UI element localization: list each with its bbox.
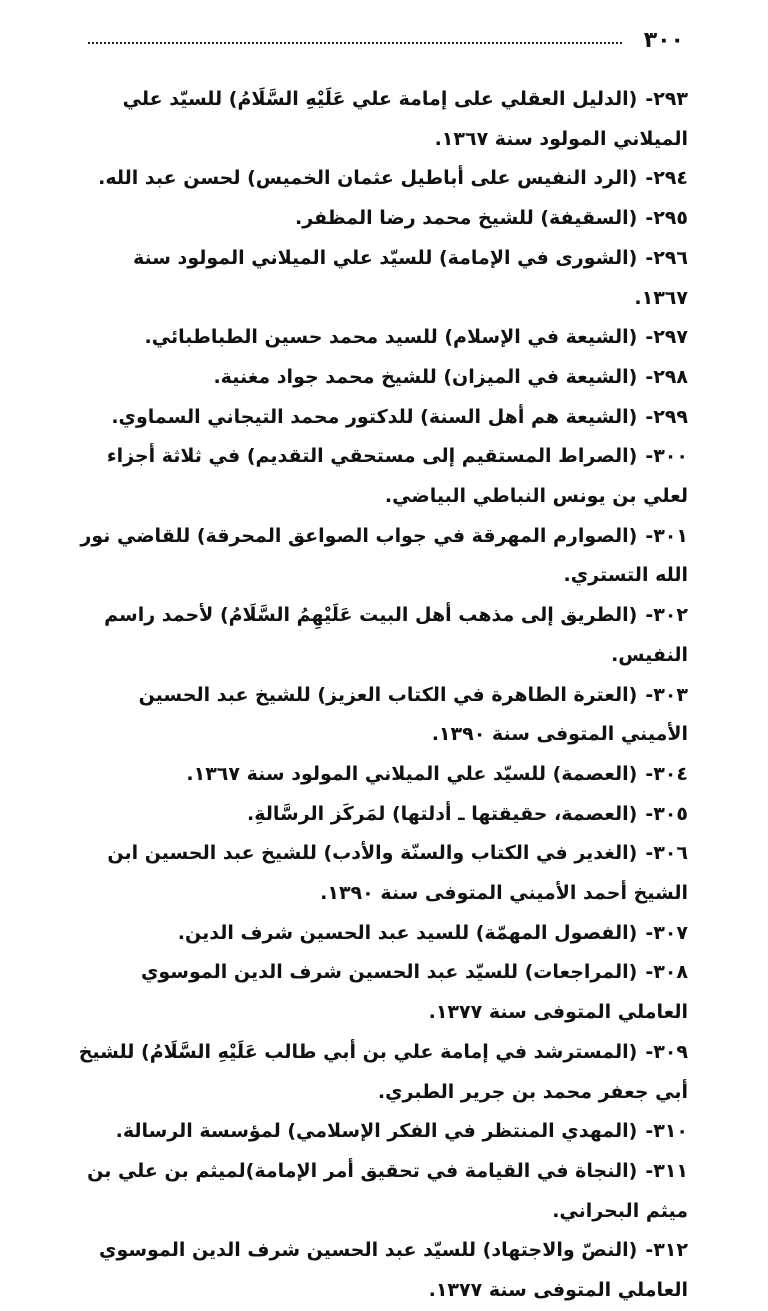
page-header — [88, 26, 684, 56]
bibliography-entry — [78, 676, 688, 755]
entry-number: ٢٩٩- — [645, 405, 688, 428]
entry-number: ٣١٢- — [645, 1239, 688, 1262]
header-dotted-rule — [88, 42, 622, 44]
bibliography-list — [78, 80, 688, 1311]
entry-number: ٣٠٠- — [645, 445, 688, 468]
entry-text: (الشيعة في الإسلام) للسيد محمد حسين الطباطبائي. — [144, 326, 638, 349]
entry-text: (النجاة في القيامة في تحقيق أمر الإمامة)لميثم بن علي بن ميثم البحراني. — [87, 1159, 688, 1222]
entry-number: ٣٠٦- — [645, 842, 688, 865]
entry-number: ٣٠٤- — [645, 762, 688, 785]
bibliography-entry — [78, 795, 688, 835]
entry-text: (الصوارم المهرقة في جواب الصواعق المحرقة) للقاضي نور الله التستري. — [80, 524, 688, 587]
bibliography-entry — [78, 834, 688, 913]
entry-number: ٢٩٥- — [645, 207, 688, 230]
bibliography-entry — [78, 596, 688, 675]
bibliography-entry — [78, 1231, 688, 1310]
bibliography-entry — [78, 1112, 688, 1152]
bibliography-entry — [78, 437, 688, 516]
entry-number: ٣٠٣- — [645, 683, 688, 706]
entry-text: (المهدي المنتظر في الفكر الإسلامي) لمؤسسة الرسالة. — [115, 1120, 638, 1143]
entry-text: (النصّ والاجتهاد) للسيّد عبد الحسين شرف الدين الموسوي العاملي المتوفى سنة ١٣٧٧. — [99, 1239, 688, 1302]
entry-text: (العصمة) للسيّد علي الميلاني المولود سنة ١٣٦٧. — [186, 762, 638, 785]
entry-text: (الشورى في الإمامة) للسيّد علي الميلاني المولود سنة ١٣٦٧. — [132, 246, 688, 309]
bibliography-entry — [78, 1033, 688, 1112]
entry-number: ٣٠٥- — [645, 802, 688, 825]
entry-text: (الصراط المستقيم إلى مستحقي التقديم) في ثلاثة أجزاء لعلي بن يونس النباطي البياضي. — [106, 445, 688, 508]
entry-text: (الغدير في الكتاب والسنّة والأدب) للشيخ عبد الحسين ابن الشيخ أحمد الأميني المتوفى سنة ١٣٩٠. — [107, 842, 688, 905]
entry-text: (الدليل العقلي على إمامة علي عَلَيْهِ السَّلَامُ) للسيّد علي الميلاني المولود سنة ١٣٦٧. — [122, 88, 688, 150]
bibliography-entry — [78, 159, 688, 199]
bibliography-entry — [78, 517, 688, 596]
bibliography-entry — [78, 239, 688, 318]
bibliography-entry — [78, 755, 688, 795]
entry-text: (العترة الطاهرة في الكتاب العزيز) للشيخ عبد الحسين الأميني المتوفى سنة ١٣٩٠. — [138, 683, 688, 746]
entry-text: (الطريق إلى مذهب أهل البيت عَلَيْهِمُ السَّلَامُ) لأحمد راسم النفيس. — [104, 604, 688, 666]
entry-number: ٣٠٢- — [645, 604, 688, 627]
bibliography-entry — [78, 914, 688, 954]
entry-text: (الرد النفيس على أباطيل عثمان الخميس) لحسن عبد الله. — [98, 167, 638, 190]
bibliography-entry — [78, 318, 688, 358]
entry-number: ٣٠٧- — [645, 921, 688, 944]
bibliography-entry — [78, 953, 688, 1032]
entry-text: (المراجعات) للسيّد عبد الحسين شرف الدين الموسوي العاملي المتوفى سنة ١٣٧٧. — [140, 961, 688, 1024]
bibliography-entry — [78, 1152, 688, 1231]
entry-text: (السقيفة) للشيخ محمد رضا المظفر. — [294, 207, 638, 230]
page-number: ٣٠٠ — [643, 28, 684, 53]
entry-text: (الشيعة في الميزان) للشيخ محمد جواد مغنية. — [213, 365, 638, 388]
bibliography-entry — [78, 398, 688, 438]
entry-text: (الفصول المهمّة) للسيد عبد الحسين شرف الدين. — [177, 921, 638, 944]
entry-number: ٣٠٩- — [645, 1040, 688, 1063]
bibliography-entry — [78, 80, 688, 159]
entry-number: ٣١٠- — [645, 1120, 688, 1143]
entry-text: (العصمة، حقيقتها ـ أدلتها) لمَركَز الرسَّالةِ. — [247, 802, 638, 825]
entry-number: ٢٩٦- — [645, 246, 688, 269]
entry-number: ٢٩٣- — [645, 88, 688, 110]
entry-number: ٢٩٨- — [645, 365, 688, 388]
entry-text: (المسترشد في إمامة علي بن أبي طالب عَلَيْهِ السَّلَامُ) للشيخ أبي جعفر محمد بن جرير الطبري. — [78, 1040, 688, 1103]
bibliography-entry — [78, 199, 688, 239]
entry-number: ٣٠٨- — [645, 961, 688, 984]
entry-text: (الشيعة هم أهل السنة) للدكتور محمد التيجاني السماوي. — [111, 405, 638, 428]
entry-number: ٣٠١- — [645, 524, 688, 547]
entry-number: ٣١١- — [645, 1159, 688, 1182]
bibliography-entry — [78, 358, 688, 398]
entry-number: ٢٩٤- — [645, 167, 688, 190]
entry-number: ٢٩٧- — [645, 326, 688, 349]
